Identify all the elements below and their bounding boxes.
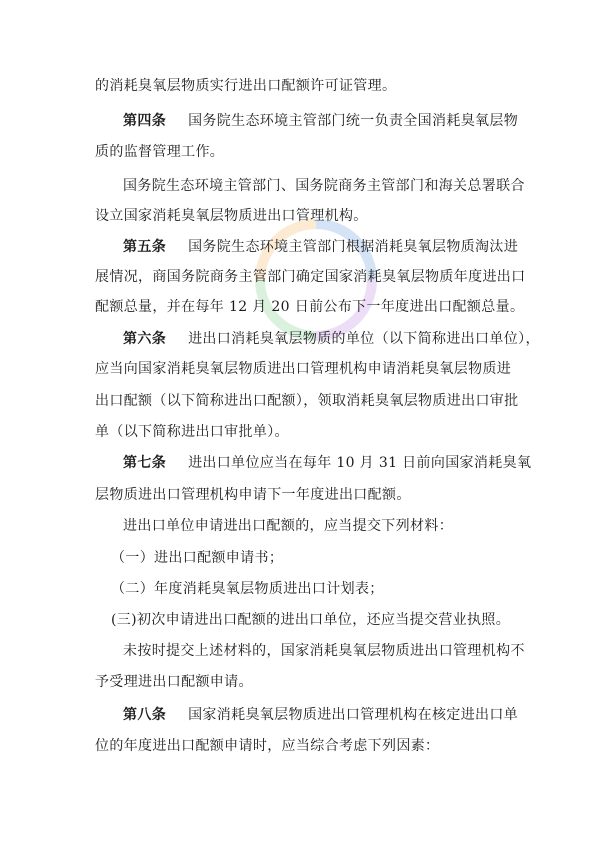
text-line bbox=[123, 642, 543, 660]
article-heading-line bbox=[123, 112, 543, 130]
article-label: 第四条 bbox=[123, 113, 167, 129]
line-text: 进出口单位申请进出口配额的，应当提交下列材料： bbox=[123, 518, 454, 534]
line-text: 国务院生态环境主管部门、国务院商务主管部门和海关总署联合 bbox=[123, 178, 525, 194]
line-text: （二）年度消耗臭氧层物质进出口计划表； bbox=[111, 581, 384, 597]
article-heading-line bbox=[123, 706, 543, 724]
line-text: 进出口单位应当在每年 10 月 31 日前向国家消耗臭氧 bbox=[188, 455, 532, 471]
article-label: 第七条 bbox=[123, 455, 167, 471]
line-text: 国家消耗臭氧层物质进出口管理机构在核定进出口单 bbox=[188, 707, 519, 723]
text-line bbox=[95, 298, 525, 316]
text-line bbox=[123, 177, 543, 195]
text-line bbox=[95, 737, 515, 755]
line-text: 出口配额（以下简称进出口配额），领取消耗臭氧层物质进出口审批 bbox=[95, 393, 519, 409]
text-line bbox=[111, 611, 531, 629]
text-line bbox=[95, 143, 515, 161]
line-text: 国务院生态环境主管部门根据消耗臭氧层物质淘汰进 bbox=[188, 239, 519, 255]
line-text: 的消耗臭氧层物质实行进出口配额许可证管理。 bbox=[95, 78, 397, 94]
line-text: 予受理进出口配额申请。 bbox=[95, 674, 253, 690]
text-line bbox=[95, 77, 515, 95]
line-text: 配额总量，并在每年 12 月 20 日前公布下一年度进出口配额总量。 bbox=[95, 299, 525, 315]
line-text: 层物质进出口管理机构申请下一年度进出口配额。 bbox=[95, 487, 411, 503]
text-line bbox=[111, 580, 531, 598]
line-text: 展情况，商国务院商务主管部门确定国家消耗臭氧层物质年度进出口 bbox=[95, 269, 526, 285]
article-label: 第五条 bbox=[123, 239, 167, 255]
line-text: 设立国家消耗臭氧层物质进出口管理机构。 bbox=[95, 208, 368, 224]
text-line bbox=[95, 486, 515, 504]
line-text: 单（以下简称进出口审批单）。 bbox=[95, 424, 289, 440]
text-line bbox=[95, 673, 515, 691]
article-heading-line bbox=[123, 454, 543, 472]
article-label: 第八条 bbox=[123, 707, 167, 723]
line-text: 进出口消耗臭氧层物质的单位（以下简称进出口单位）， bbox=[188, 331, 540, 347]
article-heading-line bbox=[123, 238, 543, 256]
text-line bbox=[95, 423, 515, 441]
line-text: 位的年度进出口配额申请时，应当综合考虑下列因素： bbox=[95, 738, 440, 754]
text-line bbox=[95, 207, 515, 225]
line-text: 应当向国家消耗臭氧层物质进出口管理机构申请消耗臭氧层物质进 bbox=[95, 361, 512, 377]
line-text: （一）进出口配额申请书； bbox=[111, 550, 284, 566]
text-line bbox=[95, 360, 515, 378]
text-line bbox=[111, 549, 531, 567]
line-text: (三)初次申请进出口配额的进出口单位，还应当提交营业执照。 bbox=[111, 612, 511, 628]
line-text: 国务院生态环境主管部门统一负责全国消耗臭氧层物 bbox=[188, 113, 519, 129]
article-label: 第六条 bbox=[123, 331, 167, 347]
line-text: 未按时提交上述材料的，国家消耗臭氧层物质进出口管理机构不 bbox=[123, 643, 525, 659]
text-line bbox=[95, 392, 519, 410]
article-heading-line bbox=[123, 330, 543, 348]
line-text: 质的监督管理工作。 bbox=[95, 144, 225, 160]
text-line bbox=[123, 517, 543, 535]
text-line bbox=[95, 268, 526, 286]
